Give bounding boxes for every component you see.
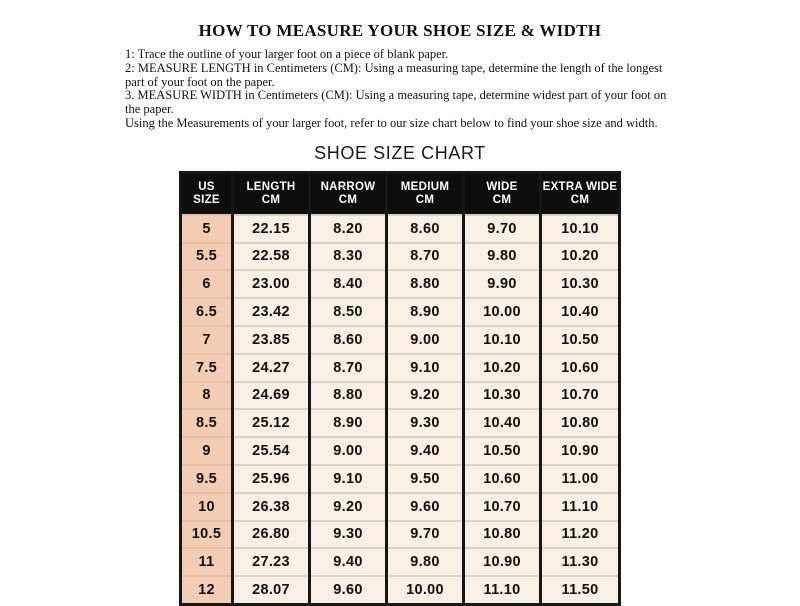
table-row <box>181 270 620 298</box>
measurement-cell: 10.40 <box>464 409 541 437</box>
measurement-cell: 24.27 <box>233 354 310 382</box>
us-size-cell: 9.5 <box>181 465 233 493</box>
us-size-cell: 7 <box>181 326 233 354</box>
measurement-cell: 25.12 <box>233 409 310 437</box>
measurement-cell: 10.00 <box>387 576 464 604</box>
measurement-cell: 23.42 <box>233 298 310 326</box>
table-row <box>181 493 620 521</box>
measurement-cell: 26.80 <box>233 521 310 549</box>
page-title: HOW TO MEASURE YOUR SHOE SIZE & WIDTH <box>198 21 602 40</box>
measurement-cell: 9.10 <box>387 354 464 382</box>
measurement-cell: 9.80 <box>464 243 541 271</box>
measurement-cell: 9.40 <box>387 437 464 465</box>
measurement-cell: 10.30 <box>541 270 620 298</box>
measurement-cell: 22.58 <box>233 243 310 271</box>
measurement-cell: 23.00 <box>233 270 310 298</box>
measurement-cell: 9.80 <box>387 548 464 576</box>
measurement-cell: 9.30 <box>387 409 464 437</box>
table-row <box>181 382 620 410</box>
measurement-cell: 28.07 <box>233 576 310 604</box>
instruction-line: Using the Measurements of your larger foot, refer to our size chart below to find your shoe size and width. <box>125 115 658 130</box>
measurement-cell: 10.50 <box>464 437 541 465</box>
measurement-cell: 10.90 <box>464 548 541 576</box>
measurement-cell: 9.70 <box>387 521 464 549</box>
measurement-cell: 9.00 <box>310 437 387 465</box>
measurement-cell: 8.40 <box>310 270 387 298</box>
measurement-cell: 10.80 <box>464 521 541 549</box>
table-header-row <box>181 172 620 215</box>
measurement-cell: 10.10 <box>464 326 541 354</box>
table-row <box>181 409 620 437</box>
measurement-cell: 11.00 <box>541 465 620 493</box>
measurement-cell: 9.60 <box>387 493 464 521</box>
measurement-cell: 9.90 <box>464 270 541 298</box>
instructions <box>125 48 683 131</box>
measurement-cell: 9.50 <box>387 465 464 493</box>
table-row <box>181 437 620 465</box>
measurement-cell: 8.80 <box>310 382 387 410</box>
table-body <box>181 215 620 605</box>
measurement-cell: 24.69 <box>233 382 310 410</box>
measurement-cell: 27.23 <box>233 548 310 576</box>
table-row <box>181 354 620 382</box>
column-header: MEDIUM CM <box>387 172 464 215</box>
table-row <box>181 521 620 549</box>
measurement-cell: 10.20 <box>541 243 620 271</box>
measurement-cell: 10.50 <box>541 326 620 354</box>
measurement-cell: 11.10 <box>541 493 620 521</box>
measurement-cell: 8.80 <box>387 270 464 298</box>
table-row <box>181 298 620 326</box>
us-size-cell: 5.5 <box>181 243 233 271</box>
us-size-cell: 6 <box>181 270 233 298</box>
column-header: EXTRA WIDE CM <box>541 172 620 215</box>
us-size-cell: 8.5 <box>181 409 233 437</box>
measurement-cell: 8.60 <box>387 215 464 243</box>
measurement-cell: 11.20 <box>541 521 620 549</box>
instruction-line: 3. MEASURE WIDTH in Centimeters (CM): Using a measuring tape, determine widest part of your foot on the paper. <box>125 88 667 117</box>
measurement-cell: 10.20 <box>464 354 541 382</box>
table-row <box>181 576 620 604</box>
us-size-cell: 9 <box>181 437 233 465</box>
measurement-cell: 11.50 <box>541 576 620 604</box>
measurement-cell: 9.00 <box>387 326 464 354</box>
table-header <box>181 172 620 215</box>
measurement-cell: 10.30 <box>464 382 541 410</box>
column-header: WIDE CM <box>464 172 541 215</box>
shoe-size-table <box>179 171 621 606</box>
measurement-cell: 8.70 <box>310 354 387 382</box>
measurement-cell: 9.40 <box>310 548 387 576</box>
measurement-cell: 10.90 <box>541 437 620 465</box>
measurement-cell: 10.10 <box>541 215 620 243</box>
chart-title: SHOE SIZE CHART <box>314 142 486 163</box>
measurement-cell: 10.60 <box>464 465 541 493</box>
us-size-cell: 12 <box>181 576 233 604</box>
measurement-cell: 10.40 <box>541 298 620 326</box>
measurement-cell: 10.80 <box>541 409 620 437</box>
measurement-cell: 8.30 <box>310 243 387 271</box>
table-row <box>181 326 620 354</box>
us-size-cell: 10 <box>181 493 233 521</box>
measurement-cell: 26.38 <box>233 493 310 521</box>
us-size-cell: 6.5 <box>181 298 233 326</box>
measurement-cell: 9.20 <box>387 382 464 410</box>
table-row <box>181 215 620 243</box>
table-row <box>181 548 620 576</box>
measurement-cell: 10.00 <box>464 298 541 326</box>
instruction-line: 2: MEASURE LENGTH in Centimeters (CM): Using a measuring tape, determine the length of the longest part of your foot on the paper. <box>125 60 663 89</box>
measurement-cell: 8.90 <box>310 409 387 437</box>
measurement-cell: 23.85 <box>233 326 310 354</box>
measurement-cell: 9.30 <box>310 521 387 549</box>
column-header: US SIZE <box>181 172 233 215</box>
measurement-cell: 8.90 <box>387 298 464 326</box>
measurement-cell: 8.60 <box>310 326 387 354</box>
instruction-line: 1: Trace the outline of your larger foot on a piece of blank paper. <box>125 47 449 61</box>
measurement-cell: 9.10 <box>310 465 387 493</box>
measurement-cell: 25.54 <box>233 437 310 465</box>
measurement-cell: 8.50 <box>310 298 387 326</box>
measurement-cell: 8.20 <box>310 215 387 243</box>
measurement-cell: 9.70 <box>464 215 541 243</box>
measurement-cell: 9.60 <box>310 576 387 604</box>
measurement-cell: 11.30 <box>541 548 620 576</box>
measurement-cell: 22.15 <box>233 215 310 243</box>
measurement-cell: 11.10 <box>464 576 541 604</box>
measurement-cell: 9.20 <box>310 493 387 521</box>
us-size-cell: 8 <box>181 382 233 410</box>
measurement-cell: 8.70 <box>387 243 464 271</box>
table-row <box>181 465 620 493</box>
us-size-cell: 7.5 <box>181 354 233 382</box>
column-header: NARROW CM <box>310 172 387 215</box>
us-size-cell: 5 <box>181 215 233 243</box>
measurement-cell: 10.60 <box>541 354 620 382</box>
measurement-cell: 10.70 <box>464 493 541 521</box>
us-size-cell: 10.5 <box>181 521 233 549</box>
measurement-cell: 25.96 <box>233 465 310 493</box>
column-header: LENGTH CM <box>233 172 310 215</box>
measurement-cell: 10.70 <box>541 382 620 410</box>
table-row <box>181 243 620 271</box>
us-size-cell: 11 <box>181 548 233 576</box>
